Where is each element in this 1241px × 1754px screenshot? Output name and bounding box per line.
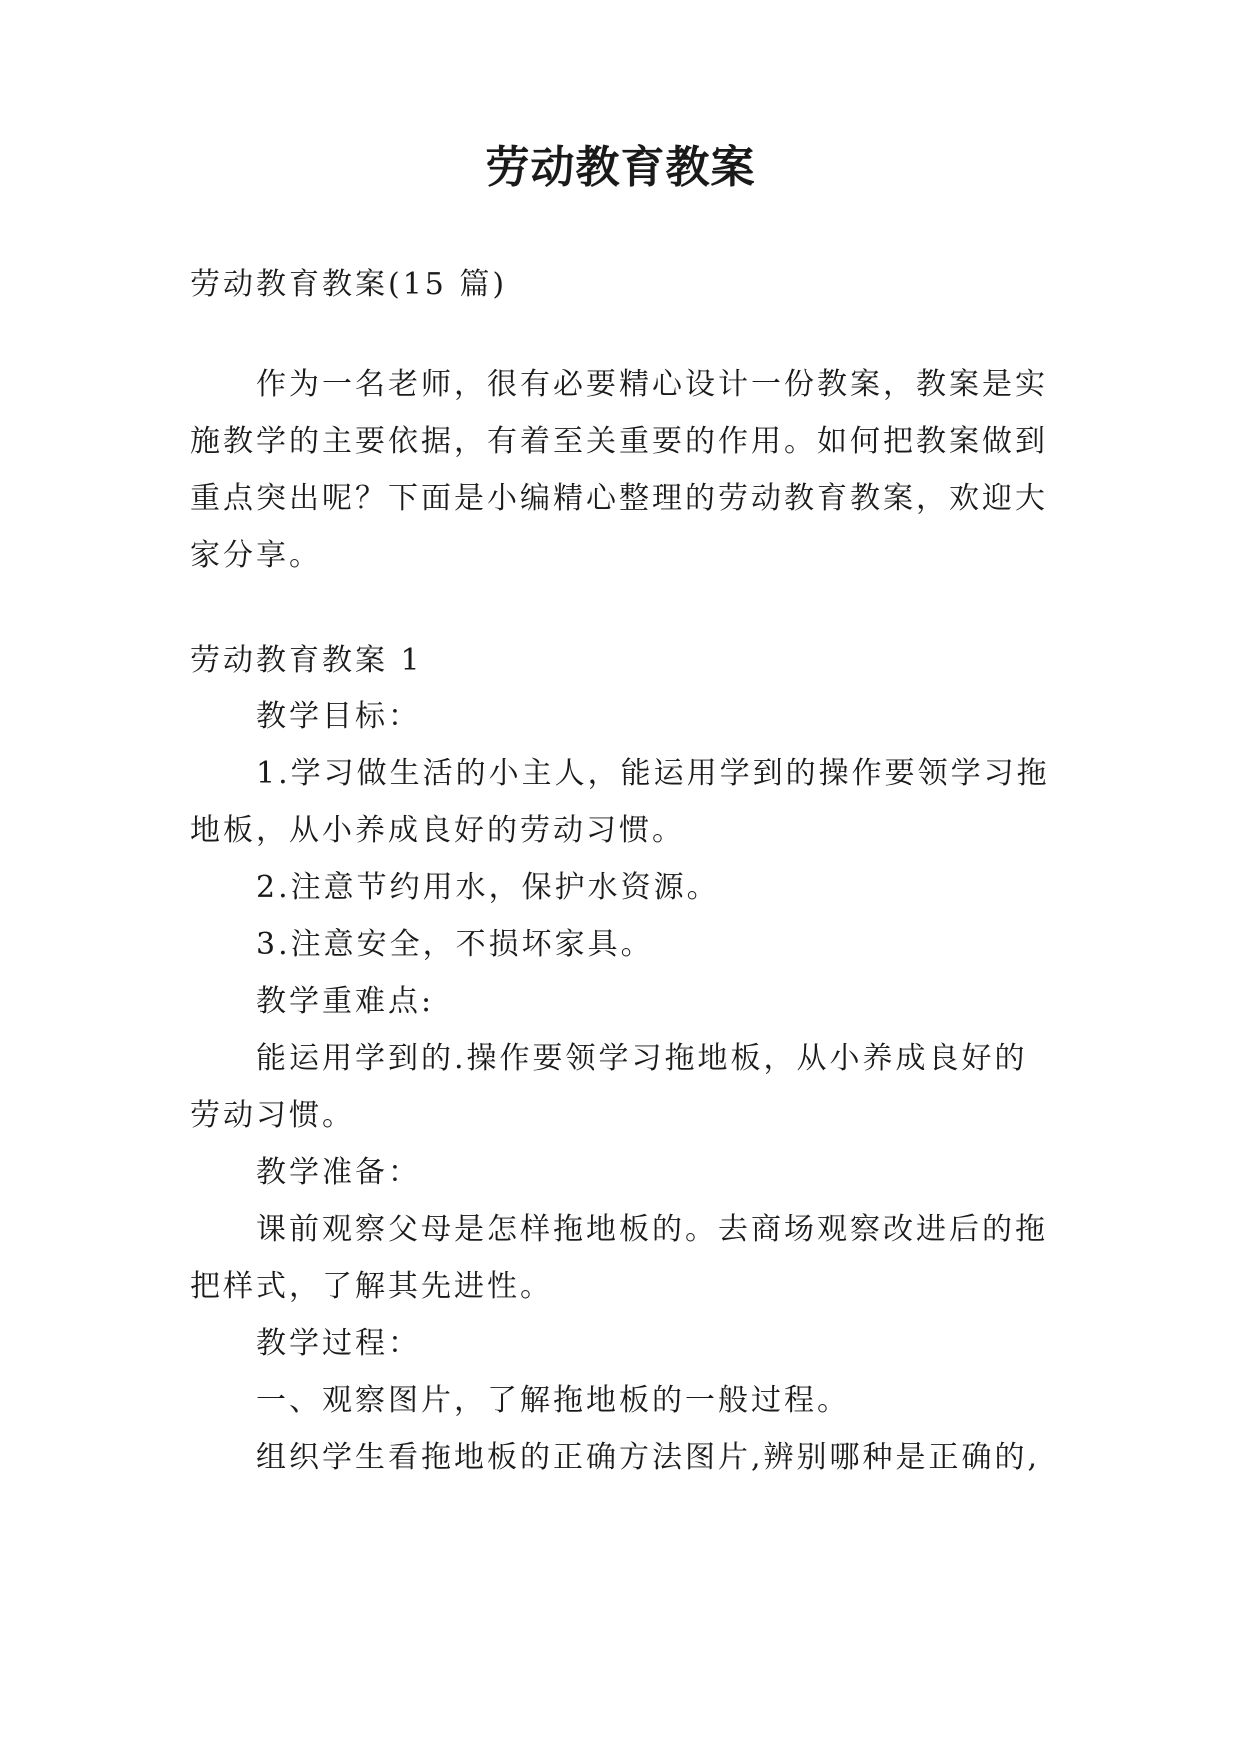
body-line-7: 能运用学到的.操作要领学习拖地板，从小养成良好的 [256,1041,1028,1076]
body-line-14: 组织学生看拖地板的正确方法图片,辨别哪种是正确的, [256,1440,1041,1475]
intro-line-3: 重点突出呢？下面是小编精心整理的劳动教育教案，欢迎大 [190,481,1048,516]
body-line-2: 1.学习做生活的小主人，能运用学到的操作要领学习拖 [256,756,1050,791]
body-line-8: 劳动习惯。 [190,1098,355,1133]
body-line-1: 教学目标： [256,699,421,734]
intro-line-2: 施教学的主要依据，有着至关重要的作用。如何把教案做到 [190,424,1048,459]
document-title: 劳动教育教案 [485,142,756,193]
body-line-6: 教学重难点: [256,984,435,1019]
body-line-13: 一、观察图片，了解拖地板的一般过程。 [256,1383,850,1418]
body-line-9: 教学准备： [256,1155,421,1190]
body-line-4: 2.注意节约用水，保护水资源。 [256,870,720,905]
intro-line-1: 作为一名老师，很有必要精心设计一份教案，教案是实 [256,367,1048,402]
body-line-12: 教学过程： [256,1326,421,1361]
document-subtitle: 劳动教育教案(15 篇) [190,267,508,302]
body-line-5: 3.注意安全，不损坏家具。 [256,927,654,962]
body-line-10: 课前观察父母是怎样拖地板的。去商场观察改进后的拖 [256,1212,1048,1247]
section-heading: 劳动教育教案 1 [190,643,423,678]
intro-line-4: 家分享。 [190,538,322,573]
body-line-11: 把样式，了解其先进性。 [190,1269,553,1304]
body-line-3: 地板，从小养成良好的劳动习惯。 [190,813,685,848]
